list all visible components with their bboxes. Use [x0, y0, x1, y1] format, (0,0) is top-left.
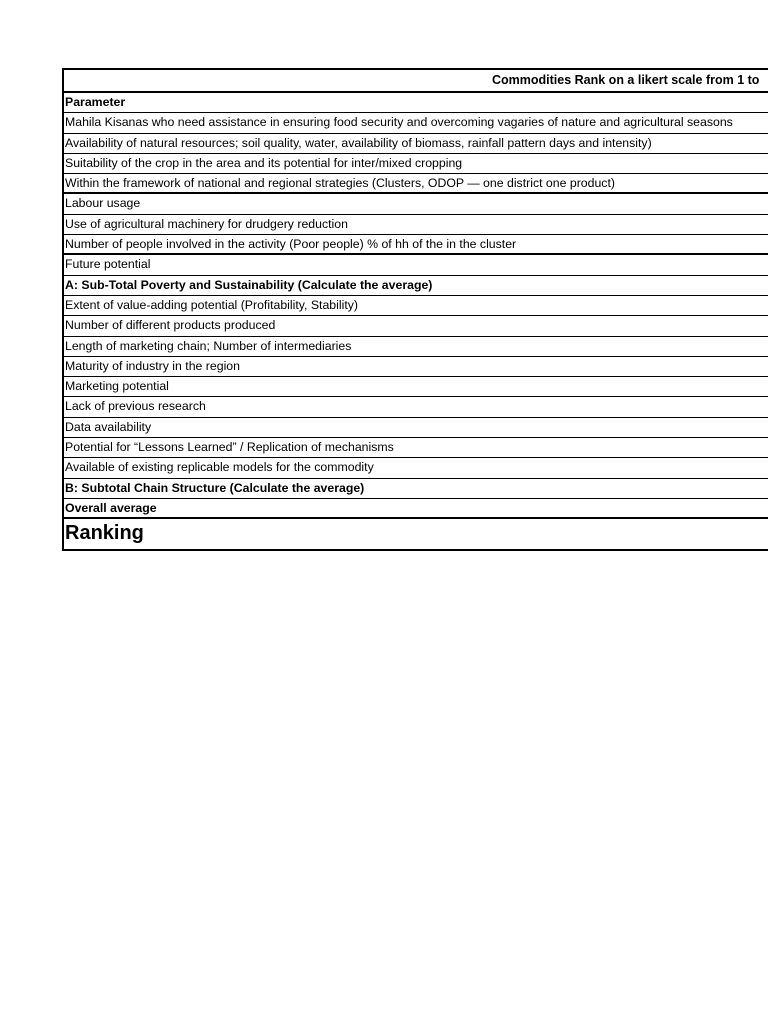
table-row: Extent of value-adding potential (Profitability, Stability) — [64, 296, 768, 316]
table-row: Length of marketing chain; Number of intermediaries — [64, 337, 768, 357]
table-row: Within the framework of national and regional strategies (Clusters, ODOP — one district one product) — [64, 174, 768, 194]
subtotal-row-b: B: Subtotal Chain Structure (Calculate the average) — [64, 479, 768, 499]
table-row: Lack of previous research — [64, 397, 768, 417]
table-row: Maturity of industry in the region — [64, 357, 768, 377]
table-row: Future potential — [64, 255, 768, 275]
ranking-row: Ranking — [65, 522, 144, 545]
table-row: Available of existing replicable models for the commodity — [64, 458, 768, 478]
table-row: Labour usage — [64, 194, 768, 214]
subtotal-row-a: A: Sub-Total Poverty and Sustainability (Calculate the average) — [64, 276, 768, 296]
table-row: Marketing potential — [64, 377, 768, 397]
table-row: Availability of natural resources; soil quality, water, availability of biomass, rainfall pattern days and intensity) — [64, 134, 768, 154]
table-row: Potential for “Lessons Learned” / Replication of mechanisms — [64, 438, 768, 458]
table-row: Mahila Kisanas who need assistance in ensuring food security and overcoming vagaries of nature and agricultural seasons — [64, 113, 768, 133]
table-row: Number of people involved in the activity (Poor people) % of hh of the in the cluster — [64, 235, 768, 255]
table-header — [64, 70, 768, 93]
table-row: Use of agricultural machinery for drudgery reduction — [64, 215, 768, 235]
table-row: Data availability — [64, 418, 768, 438]
table-row: Suitability of the crop in the area and its potential for inter/mixed cropping — [64, 154, 768, 174]
table-row: Number of different products produced — [64, 316, 768, 336]
parameter-table — [62, 68, 768, 551]
table-row-parameter: Parameter — [64, 93, 768, 113]
table-title: Commodities Rank on a likert scale from 1 to — [492, 73, 760, 87]
overall-average-row: Overall average — [64, 499, 768, 519]
